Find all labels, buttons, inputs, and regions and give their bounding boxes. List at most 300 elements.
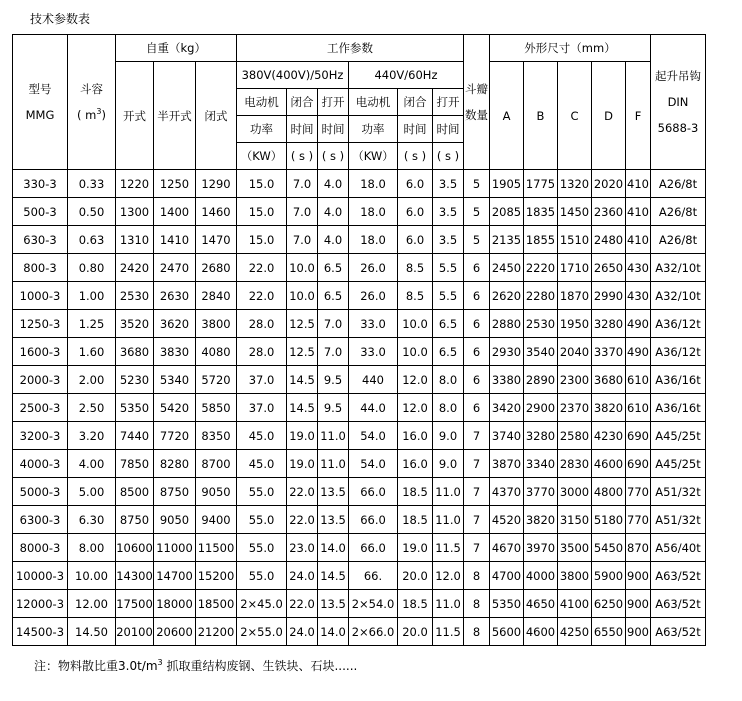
- table-cell: 3280: [592, 310, 626, 338]
- table-cell: 9400: [196, 506, 237, 534]
- table-cell: 55.0: [237, 534, 287, 562]
- table-cell: 3830: [154, 338, 196, 366]
- table-cell: 3000: [558, 478, 592, 506]
- table-cell: 3500: [558, 534, 592, 562]
- table-cell: 1400: [154, 198, 196, 226]
- table-cell: 8500: [116, 478, 154, 506]
- table-row: [13, 478, 706, 506]
- header-dim-b: B: [524, 62, 558, 170]
- table-cell: 2880: [490, 310, 524, 338]
- table-cell: A26/8t: [651, 226, 706, 254]
- table-cell: 8750: [154, 478, 196, 506]
- table-cell: 14.5: [287, 394, 318, 422]
- table-cell: 15200: [196, 562, 237, 590]
- table-cell: 33.0: [349, 310, 398, 338]
- table-cell: 1220: [116, 170, 154, 198]
- header-dim-f: F: [626, 62, 651, 170]
- table-cell: 22.0: [287, 590, 318, 618]
- table-cell: 10.0: [287, 282, 318, 310]
- table-title: 技术参数表: [30, 12, 91, 26]
- table-cell: 2×55.0: [237, 618, 287, 646]
- table-cell: 66.0: [349, 534, 398, 562]
- table-cell: 900: [626, 590, 651, 618]
- table-cell: 3200-3: [13, 422, 68, 450]
- table-cell: 2000-3: [13, 366, 68, 394]
- table-cell: 26.0: [349, 254, 398, 282]
- table-cell: 6.5: [433, 310, 464, 338]
- table-cell: 15.0: [237, 198, 287, 226]
- table-cell: 11.5: [433, 534, 464, 562]
- table-cell: 7850: [116, 450, 154, 478]
- table-cell: 14700: [154, 562, 196, 590]
- table-cell: 14.5: [287, 366, 318, 394]
- table-cell: 7: [464, 534, 490, 562]
- table-cell: 8000-3: [13, 534, 68, 562]
- table-cell: 16.0: [398, 422, 433, 450]
- table-cell: 1.00: [68, 282, 116, 310]
- table-cell: 8700: [196, 450, 237, 478]
- table-cell: 2370: [558, 394, 592, 422]
- footnote-prefix: 注：物料散比重3.0t/m: [34, 659, 158, 673]
- table-cell: 0.80: [68, 254, 116, 282]
- table-cell: 9.5: [318, 366, 349, 394]
- table-cell: 1470: [196, 226, 237, 254]
- table-cell: 800-3: [13, 254, 68, 282]
- table-cell: A63/52t: [651, 590, 706, 618]
- table-cell: 20.0: [398, 618, 433, 646]
- table-cell: 6.5: [318, 254, 349, 282]
- table-cell: 8.00: [68, 534, 116, 562]
- table-row: [13, 170, 706, 198]
- table-cell: 10.0: [398, 338, 433, 366]
- table-cell: 17500: [116, 590, 154, 618]
- table-cell: 7: [464, 478, 490, 506]
- table-cell: 5720: [196, 366, 237, 394]
- table-cell: 870: [626, 534, 651, 562]
- table-cell: 14300: [116, 562, 154, 590]
- table-cell: 14.0: [318, 534, 349, 562]
- table-cell: 33.0: [349, 338, 398, 366]
- table-cell: 37.0: [237, 366, 287, 394]
- table-cell: 6: [464, 254, 490, 282]
- table-cell: 14.50: [68, 618, 116, 646]
- table-cell: 4650: [524, 590, 558, 618]
- spec-table: [12, 34, 706, 646]
- table-cell: 2650: [592, 254, 626, 282]
- table-cell: 2280: [524, 282, 558, 310]
- table-cell: 6: [464, 394, 490, 422]
- table-cell: 9050: [196, 478, 237, 506]
- table-cell: 6.30: [68, 506, 116, 534]
- table-cell: 2.00: [68, 366, 116, 394]
- table-cell: 3800: [558, 562, 592, 590]
- table-cell: 0.33: [68, 170, 116, 198]
- table-cell: 440: [349, 366, 398, 394]
- table-cell: 6: [464, 310, 490, 338]
- table-cell: 3.5: [433, 198, 464, 226]
- table-cell: 10.00: [68, 562, 116, 590]
- table-cell: 66.: [349, 562, 398, 590]
- table-cell: 28.0: [237, 338, 287, 366]
- table-row: [13, 394, 706, 422]
- table-cell: 3770: [524, 478, 558, 506]
- table-cell: 1905: [490, 170, 524, 198]
- table-cell: 1250-3: [13, 310, 68, 338]
- header-dim-c: C: [558, 62, 592, 170]
- table-row: [13, 282, 706, 310]
- table-cell: 5: [464, 226, 490, 254]
- header-motor-50-line3: （KW）: [237, 143, 287, 170]
- table-cell: 4520: [490, 506, 524, 534]
- table-cell: 5850: [196, 394, 237, 422]
- table-cell: 6.0: [398, 226, 433, 254]
- header-freq-50: 380V(400V)/50Hz: [237, 62, 349, 89]
- table-cell: 12.5: [287, 310, 318, 338]
- footnote-suffix: 抓取重结构废钢、生铁块、石块......: [162, 659, 358, 673]
- header-hook: 起升吊钩 DIN 5688-3: [651, 35, 706, 170]
- table-cell: 1290: [196, 170, 237, 198]
- table-cell: A63/52t: [651, 562, 706, 590]
- table-cell: 11000: [154, 534, 196, 562]
- header-dims-group: 外形尺寸（mm）: [490, 35, 651, 62]
- table-cell: 10.0: [287, 254, 318, 282]
- table-cell: 3740: [490, 422, 524, 450]
- table-cell: 410: [626, 170, 651, 198]
- table-cell: 1710: [558, 254, 592, 282]
- table-cell: 6: [464, 366, 490, 394]
- table-cell: A63/52t: [651, 618, 706, 646]
- table-cell: 5180: [592, 506, 626, 534]
- table-cell: 5000-3: [13, 478, 68, 506]
- table-cell: 2930: [490, 338, 524, 366]
- table-cell: 20.0: [398, 562, 433, 590]
- table-cell: 19.0: [287, 422, 318, 450]
- table-cell: 22.0: [237, 282, 287, 310]
- table-cell: 11500: [196, 534, 237, 562]
- table-cell: 2360: [592, 198, 626, 226]
- table-cell: 5420: [154, 394, 196, 422]
- table-row: [13, 534, 706, 562]
- header-model: 型号 MMG: [13, 35, 68, 170]
- table-cell: 18.0: [349, 198, 398, 226]
- header-motor-60-line2: 功率: [349, 116, 398, 143]
- table-cell: 5: [464, 170, 490, 198]
- table-cell: 66.0: [349, 478, 398, 506]
- table-cell: 7: [464, 450, 490, 478]
- table-cell: 5600: [490, 618, 524, 646]
- table-cell: 2530: [524, 310, 558, 338]
- table-cell: 490: [626, 338, 651, 366]
- table-cell: 8: [464, 590, 490, 618]
- table-cell: 18.5: [398, 478, 433, 506]
- table-cell: 44.0: [349, 394, 398, 422]
- table-cell: 4.0: [318, 170, 349, 198]
- header-close-60-line3: ( s ): [398, 143, 433, 170]
- table-cell: 2020: [592, 170, 626, 198]
- table-row: [13, 254, 706, 282]
- table-cell: 55.0: [237, 478, 287, 506]
- table-cell: 12.00: [68, 590, 116, 618]
- table-cell: 5450: [592, 534, 626, 562]
- table-cell: 54.0: [349, 450, 398, 478]
- table-cell: 3800: [196, 310, 237, 338]
- table-cell: 18.5: [398, 506, 433, 534]
- table-cell: 15.0: [237, 170, 287, 198]
- table-cell: 8: [464, 618, 490, 646]
- table-cell: 2840: [196, 282, 237, 310]
- table-cell: 18.0: [349, 226, 398, 254]
- table-cell: 3.5: [433, 226, 464, 254]
- table-cell: 610: [626, 394, 651, 422]
- table-cell: 2500-3: [13, 394, 68, 422]
- table-cell: 9.0: [433, 450, 464, 478]
- table-cell: 24.0: [287, 618, 318, 646]
- table-cell: 6300-3: [13, 506, 68, 534]
- table-row: [13, 226, 706, 254]
- table-cell: 3150: [558, 506, 592, 534]
- table-cell: 9.0: [433, 422, 464, 450]
- table-cell: 12.0: [398, 394, 433, 422]
- table-cell: 1250: [154, 170, 196, 198]
- table-cell: 8: [464, 562, 490, 590]
- table-cell: 1870: [558, 282, 592, 310]
- header-close-60-line2: 时间: [398, 116, 433, 143]
- table-cell: 630-3: [13, 226, 68, 254]
- table-cell: 2×45.0: [237, 590, 287, 618]
- header-weight-open: 开式: [116, 62, 154, 170]
- header-motor-50-line1: 电动机: [237, 89, 287, 116]
- table-cell: 410: [626, 226, 651, 254]
- table-cell: 12.0: [398, 366, 433, 394]
- table-cell: 690: [626, 450, 651, 478]
- table-cell: 11.0: [318, 422, 349, 450]
- table-cell: 7.0: [287, 198, 318, 226]
- table-cell: 3680: [116, 338, 154, 366]
- table-cell: 19.0: [398, 534, 433, 562]
- table-cell: 7.0: [318, 338, 349, 366]
- table-cell: 900: [626, 618, 651, 646]
- header-weight-half: 半开式: [154, 62, 196, 170]
- table-cell: 2890: [524, 366, 558, 394]
- table-cell: 6.5: [433, 338, 464, 366]
- table-cell: 3380: [490, 366, 524, 394]
- table-cell: 5340: [154, 366, 196, 394]
- table-cell: 6.5: [318, 282, 349, 310]
- table-cell: 4000-3: [13, 450, 68, 478]
- table-row: [13, 562, 706, 590]
- header-close-50-line1: 闭合: [287, 89, 318, 116]
- table-cell: 1855: [524, 226, 558, 254]
- table-cell: 4600: [592, 450, 626, 478]
- table-cell: 2580: [558, 422, 592, 450]
- header-close-50-line2: 时间: [287, 116, 318, 143]
- table-cell: 3820: [524, 506, 558, 534]
- table-cell: 2.50: [68, 394, 116, 422]
- table-cell: 14.5: [318, 562, 349, 590]
- table-cell: 2×54.0: [349, 590, 398, 618]
- table-cell: 11.5: [433, 618, 464, 646]
- header-motor-50-line2: 功率: [237, 116, 287, 143]
- table-cell: 2300: [558, 366, 592, 394]
- table-cell: 1310: [116, 226, 154, 254]
- table-cell: 900: [626, 562, 651, 590]
- table-cell: A36/12t: [651, 310, 706, 338]
- header-motor-60-line1: 电动机: [349, 89, 398, 116]
- table-cell: 9.5: [318, 394, 349, 422]
- table-cell: 26.0: [349, 282, 398, 310]
- header-dim-a: A: [490, 62, 524, 170]
- table-cell: 11.0: [318, 450, 349, 478]
- table-cell: 20600: [154, 618, 196, 646]
- header-open-50-line3: ( s ): [318, 143, 349, 170]
- table-cell: 770: [626, 478, 651, 506]
- table-cell: 8280: [154, 450, 196, 478]
- table-cell: 2450: [490, 254, 524, 282]
- table-cell: A36/12t: [651, 338, 706, 366]
- table-cell: 18500: [196, 590, 237, 618]
- table-cell: 18000: [154, 590, 196, 618]
- table-cell: 14500-3: [13, 618, 68, 646]
- table-cell: 2220: [524, 254, 558, 282]
- table-cell: 3680: [592, 366, 626, 394]
- table-cell: 4000: [524, 562, 558, 590]
- table-cell: 6: [464, 338, 490, 366]
- table-cell: 7.0: [318, 310, 349, 338]
- table-cell: 16.0: [398, 450, 433, 478]
- table-cell: 1950: [558, 310, 592, 338]
- header-open-50-line1: 打开: [318, 89, 349, 116]
- table-cell: A32/10t: [651, 254, 706, 282]
- table-cell: 13.5: [318, 478, 349, 506]
- table-row: [13, 506, 706, 534]
- table-cell: 6.0: [398, 170, 433, 198]
- table-cell: 4.0: [318, 198, 349, 226]
- table-cell: 28.0: [237, 310, 287, 338]
- table-cell: 45.0: [237, 450, 287, 478]
- table-cell: 430: [626, 282, 651, 310]
- table-cell: 1.60: [68, 338, 116, 366]
- table-cell: 20100: [116, 618, 154, 646]
- table-cell: 3540: [524, 338, 558, 366]
- table-cell: 2620: [490, 282, 524, 310]
- table-cell: 1510: [558, 226, 592, 254]
- table-cell: 5.5: [433, 254, 464, 282]
- table-cell: 55.0: [237, 562, 287, 590]
- table-cell: 2990: [592, 282, 626, 310]
- table-cell: 21200: [196, 618, 237, 646]
- table-cell: 1450: [558, 198, 592, 226]
- header-petals: 斗瓣 数量: [464, 35, 490, 170]
- table-cell: 1460: [196, 198, 237, 226]
- table-cell: 7: [464, 506, 490, 534]
- table-cell: 5.5: [433, 282, 464, 310]
- table-cell: 4700: [490, 562, 524, 590]
- table-cell: 13.5: [318, 590, 349, 618]
- header-freq-60: 440V/60Hz: [349, 62, 464, 89]
- table-cell: 5: [464, 198, 490, 226]
- table-cell: 3340: [524, 450, 558, 478]
- table-row: [13, 618, 706, 646]
- table-cell: 15.0: [237, 226, 287, 254]
- header-work-group: 工作参数: [237, 35, 464, 62]
- table-cell: 11.0: [433, 506, 464, 534]
- table-cell: 1.25: [68, 310, 116, 338]
- table-cell: 2630: [154, 282, 196, 310]
- table-cell: 5230: [116, 366, 154, 394]
- table-cell: 18.5: [398, 590, 433, 618]
- table-cell: 4670: [490, 534, 524, 562]
- table-cell: 54.0: [349, 422, 398, 450]
- header-close-60-line1: 闭合: [398, 89, 433, 116]
- table-cell: 4080: [196, 338, 237, 366]
- table-cell: 3280: [524, 422, 558, 450]
- header-weight-group: 自重（kg）: [116, 35, 237, 62]
- table-row: [13, 310, 706, 338]
- table-cell: 4250: [558, 618, 592, 646]
- table-cell: 2830: [558, 450, 592, 478]
- table-cell: 8.0: [433, 366, 464, 394]
- table-cell: 10.0: [398, 310, 433, 338]
- table-cell: 1410: [154, 226, 196, 254]
- table-cell: 55.0: [237, 506, 287, 534]
- table-cell: 500-3: [13, 198, 68, 226]
- header-motor-60-line3: （KW）: [349, 143, 398, 170]
- table-cell: 490: [626, 310, 651, 338]
- table-cell: 2135: [490, 226, 524, 254]
- table-cell: 330-3: [13, 170, 68, 198]
- table-cell: 1835: [524, 198, 558, 226]
- table-cell: 12.5: [287, 338, 318, 366]
- header-close-50-line3: ( s ): [287, 143, 318, 170]
- table-cell: 22.0: [237, 254, 287, 282]
- table-cell: A36/16t: [651, 394, 706, 422]
- table-cell: 9050: [154, 506, 196, 534]
- table-cell: 19.0: [287, 450, 318, 478]
- table-cell: 2×66.0: [349, 618, 398, 646]
- table-cell: 4600: [524, 618, 558, 646]
- table-cell: 10600: [116, 534, 154, 562]
- table-cell: 23.0: [287, 534, 318, 562]
- table-cell: 8.0: [433, 394, 464, 422]
- table-cell: 11.0: [433, 590, 464, 618]
- table-cell: 3970: [524, 534, 558, 562]
- table-cell: 22.0: [287, 478, 318, 506]
- table-row: [13, 422, 706, 450]
- table-cell: 2085: [490, 198, 524, 226]
- table-cell: 6250: [592, 590, 626, 618]
- header-weight-closed: 闭式: [196, 62, 237, 170]
- table-cell: 6.0: [398, 198, 433, 226]
- header-dim-d: D: [592, 62, 626, 170]
- table-cell: 770: [626, 506, 651, 534]
- header-open-50-line2: 时间: [318, 116, 349, 143]
- table-cell: 7: [464, 422, 490, 450]
- table-cell: 3620: [154, 310, 196, 338]
- table-cell: 13.5: [318, 506, 349, 534]
- table-cell: 8.5: [398, 282, 433, 310]
- table-cell: A51/32t: [651, 506, 706, 534]
- table-cell: 3820: [592, 394, 626, 422]
- table-row: [13, 366, 706, 394]
- table-cell: 4100: [558, 590, 592, 618]
- table-cell: 66.0: [349, 506, 398, 534]
- table-cell: 12000-3: [13, 590, 68, 618]
- table-cell: 14.0: [318, 618, 349, 646]
- table-cell: 18.0: [349, 170, 398, 198]
- table-row: [13, 590, 706, 618]
- table-cell: 3.5: [433, 170, 464, 198]
- table-cell: 1775: [524, 170, 558, 198]
